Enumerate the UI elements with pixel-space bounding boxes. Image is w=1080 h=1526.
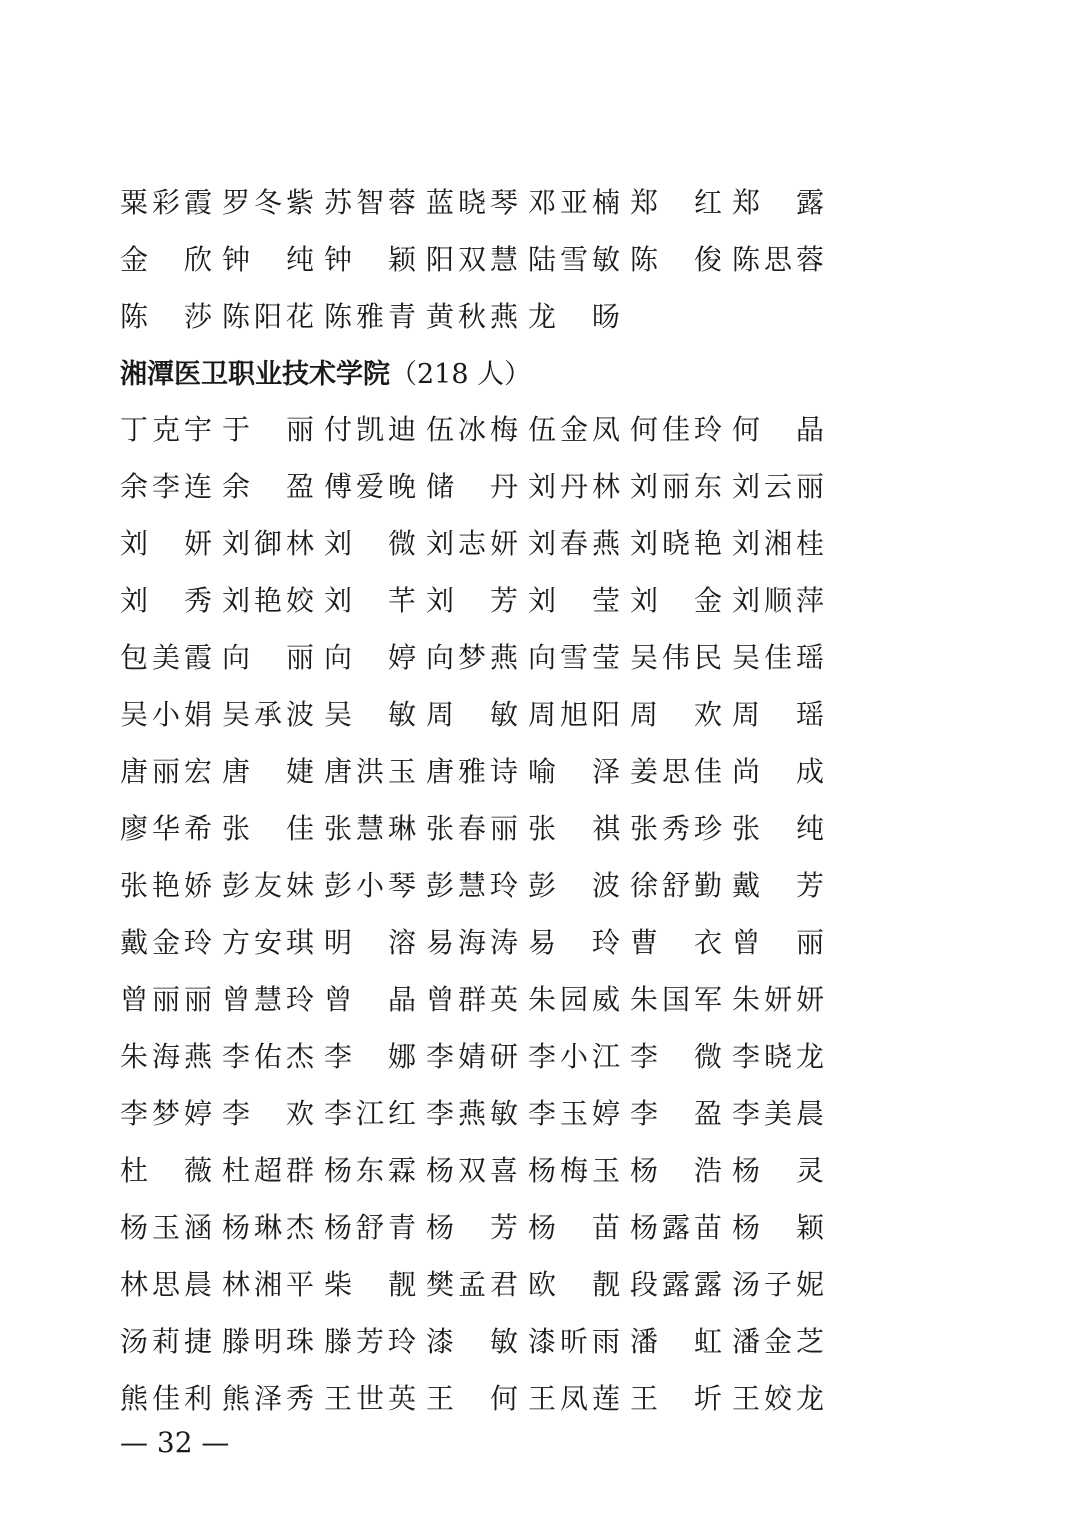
person-name: 朱 海 燕: [120, 1040, 212, 1073]
person-name: 杨 灵: [732, 1154, 824, 1187]
person-name: 丁 克 宇: [120, 413, 212, 446]
person-name: 姜 思 佳: [630, 755, 722, 788]
person-name: 张 慧 琳: [324, 812, 416, 845]
person-name: 钟 纯: [222, 243, 314, 276]
person-name: 罗 冬 紫: [222, 186, 314, 219]
person-name: 柴 靓: [324, 1268, 416, 1301]
person-name: 陈 莎: [120, 300, 212, 333]
person-name: 唐 丽 宏: [120, 755, 212, 788]
person-name: 滕 芳 玲: [324, 1325, 416, 1358]
person-name: 苏 智 蓉: [324, 186, 416, 219]
person-name: 向 雪 莹: [528, 641, 620, 674]
person-name: 陈 思 蓉: [732, 243, 824, 276]
person-name: 樊 孟 君: [426, 1268, 518, 1301]
person-name: 唐 雅 诗: [426, 755, 518, 788]
person-name: 李 小 江: [528, 1040, 620, 1073]
person-name: 向 丽: [222, 641, 314, 674]
person-name: 阳 双 慧: [426, 243, 518, 276]
person-name: 郑 红: [630, 186, 722, 219]
person-name: 杜 超 群: [222, 1154, 314, 1187]
person-name: 刘 丽 东: [630, 470, 722, 503]
person-name: 刘 芊: [324, 584, 416, 617]
person-name: 王 凤 莲: [528, 1382, 620, 1415]
person-name: 刘 金: [630, 584, 722, 617]
person-name: 唐 洪 玉: [324, 755, 416, 788]
person-name: 曾 丽 丽: [120, 983, 212, 1016]
person-name: 彭 友 妹: [222, 869, 314, 902]
person-name: 钟 颖: [324, 243, 416, 276]
person-name: 余 盈: [222, 470, 314, 503]
person-name: 李 婧 研: [426, 1040, 518, 1073]
person-name: 刘 妍: [120, 527, 212, 560]
person-name: 张 春 丽: [426, 812, 518, 845]
person-name: 杨 东 霖: [324, 1154, 416, 1187]
person-name: 王 何: [426, 1382, 518, 1415]
person-name: 方 安 琪: [222, 926, 314, 959]
person-name: 杨 露 苗: [630, 1211, 722, 1244]
person-name: 吴 敏: [324, 698, 416, 731]
person-name: 刘 春 燕: [528, 527, 620, 560]
person-name: 李 美 晨: [732, 1097, 824, 1130]
person-name: 何 佳 玲: [630, 413, 722, 446]
person-name: 潘 虹: [630, 1325, 722, 1358]
person-name: 汤 子 妮: [732, 1268, 824, 1301]
person-name: 戴 金 玲: [120, 926, 212, 959]
person-name: 陈 俊: [630, 243, 722, 276]
person-name: 龙 旸: [528, 300, 620, 333]
person-name: 曾 晶: [324, 983, 416, 1016]
person-name: 杨 芳: [426, 1211, 518, 1244]
person-name: 李 燕 敏: [426, 1097, 518, 1130]
person-name: 李 梦 婷: [120, 1097, 212, 1130]
person-name: 黄 秋 燕: [426, 300, 518, 333]
person-name: 杨 玉 涵: [120, 1211, 212, 1244]
person-name: 刘 顺 萍: [732, 584, 824, 617]
person-name: 何 晶: [732, 413, 824, 446]
person-name: 朱 国 军: [630, 983, 722, 1016]
previous-section-name-list: [120, 174, 834, 345]
person-name: 彭 慧 玲: [426, 869, 518, 902]
person-name: 刘 志 妍: [426, 527, 518, 560]
person-name: 余 李 连: [120, 470, 212, 503]
person-name: 于 丽: [222, 413, 314, 446]
person-name: 杨 琳 杰: [222, 1211, 314, 1244]
person-name: 刘 微: [324, 527, 416, 560]
person-name: 易 海 涛: [426, 926, 518, 959]
person-name: 熊 佳 利: [120, 1382, 212, 1415]
person-name: 向 婷: [324, 641, 416, 674]
person-name: 李 玉 婷: [528, 1097, 620, 1130]
person-name: 陈 雅 青: [324, 300, 416, 333]
person-name: 傅 爱 晚: [324, 470, 416, 503]
person-name: 林 湘 平: [222, 1268, 314, 1301]
person-name: 彭 波: [528, 869, 620, 902]
person-name: 刘 晓 艳: [630, 527, 722, 560]
person-name: 朱 妍 妍: [732, 983, 824, 1016]
section-count: （218 人）: [390, 359, 532, 390]
person-name: 邓 亚 楠: [528, 186, 620, 219]
person-name: 吴 伟 民: [630, 641, 722, 674]
person-name: 粟 彩 霞: [120, 186, 212, 219]
person-name: 周 欢: [630, 698, 722, 731]
person-name: 汤 莉 捷: [120, 1325, 212, 1358]
person-name: 李 欢: [222, 1097, 314, 1130]
person-name: 漆 昕 雨: [528, 1325, 620, 1358]
person-name: 张 祺: [528, 812, 620, 845]
person-name: 周 敏: [426, 698, 518, 731]
person-name: 郑 露: [732, 186, 824, 219]
person-name: 王 姣 龙: [732, 1382, 824, 1415]
person-name: 包 美 霞: [120, 641, 212, 674]
person-name: 刘 丹 林: [528, 470, 620, 503]
person-name: 徐 舒 勤: [630, 869, 722, 902]
section-heading: [120, 346, 531, 403]
person-name: 陆 雪 敏: [528, 243, 620, 276]
person-name: 滕 明 珠: [222, 1325, 314, 1358]
person-name: 伍 金 凤: [528, 413, 620, 446]
person-name: 吴 小 娟: [120, 698, 212, 731]
person-name: 明 溶: [324, 926, 416, 959]
person-name: 杨 浩: [630, 1154, 722, 1187]
person-name: 唐 婕: [222, 755, 314, 788]
section-name-list: [120, 401, 834, 1427]
section-title: 湘潭医卫职业技术学院: [120, 359, 390, 390]
person-name: 熊 泽 秀: [222, 1382, 314, 1415]
person-name: 刘 秀: [120, 584, 212, 617]
person-name: 向 梦 燕: [426, 641, 518, 674]
person-name: 李 娜: [324, 1040, 416, 1073]
person-name: 林 思 晨: [120, 1268, 212, 1301]
person-name: 曾 群 英: [426, 983, 518, 1016]
person-name: 吴 佳 瑶: [732, 641, 824, 674]
person-name: 漆 敏: [426, 1325, 518, 1358]
person-name: 刘 莹: [528, 584, 620, 617]
person-name: 潘 金 芝: [732, 1325, 824, 1358]
person-name: 喻 泽: [528, 755, 620, 788]
person-name: 张 佳: [222, 812, 314, 845]
person-name: 金 欣: [120, 243, 212, 276]
person-name: 周 旭 阳: [528, 698, 620, 731]
person-name: 陈 阳 花: [222, 300, 314, 333]
person-name: 曾 丽: [732, 926, 824, 959]
person-name: 杜 薇: [120, 1154, 212, 1187]
person-name: 廖 华 希: [120, 812, 212, 845]
person-name: 段 露 露: [630, 1268, 722, 1301]
person-name: 曾 慧 玲: [222, 983, 314, 1016]
person-name: 易 玲: [528, 926, 620, 959]
person-name: 杨 苗: [528, 1211, 620, 1244]
person-name: 杨 舒 青: [324, 1211, 416, 1244]
person-name: 王 世 英: [324, 1382, 416, 1415]
person-name: 张 纯: [732, 812, 824, 845]
person-name: 李 微: [630, 1040, 722, 1073]
person-name: 欧 靓: [528, 1268, 620, 1301]
person-name: 王 圻: [630, 1382, 722, 1415]
person-name: 李 盈: [630, 1097, 722, 1130]
person-name: 彭 小 琴: [324, 869, 416, 902]
person-name: 伍 冰 梅: [426, 413, 518, 446]
person-name: 朱 园 威: [528, 983, 620, 1016]
person-name: 刘 芳: [426, 584, 518, 617]
person-name: 储 丹: [426, 470, 518, 503]
person-name: 戴 芳: [732, 869, 824, 902]
person-name: 李 江 红: [324, 1097, 416, 1130]
person-name: 刘 御 林: [222, 527, 314, 560]
person-name: 刘 艳 姣: [222, 584, 314, 617]
person-name: 杨 双 喜: [426, 1154, 518, 1187]
person-name: 张 秀 珍: [630, 812, 722, 845]
page-number: — 32 —: [120, 1426, 230, 1459]
person-name: 蓝 晓 琴: [426, 186, 518, 219]
person-name: 付 凯 迪: [324, 413, 416, 446]
person-name: 杨 颖: [732, 1211, 824, 1244]
person-name: 张 艳 娇: [120, 869, 212, 902]
person-name: 刘 湘 桂: [732, 527, 824, 560]
person-name: 尚 成: [732, 755, 824, 788]
person-name: 李 晓 龙: [732, 1040, 824, 1073]
person-name: 吴 承 波: [222, 698, 314, 731]
person-name: 李 佑 杰: [222, 1040, 314, 1073]
person-name: 周 瑶: [732, 698, 824, 731]
person-name: 曹 衣: [630, 926, 722, 959]
person-name: 刘 云 丽: [732, 470, 824, 503]
person-name: 杨 梅 玉: [528, 1154, 620, 1187]
